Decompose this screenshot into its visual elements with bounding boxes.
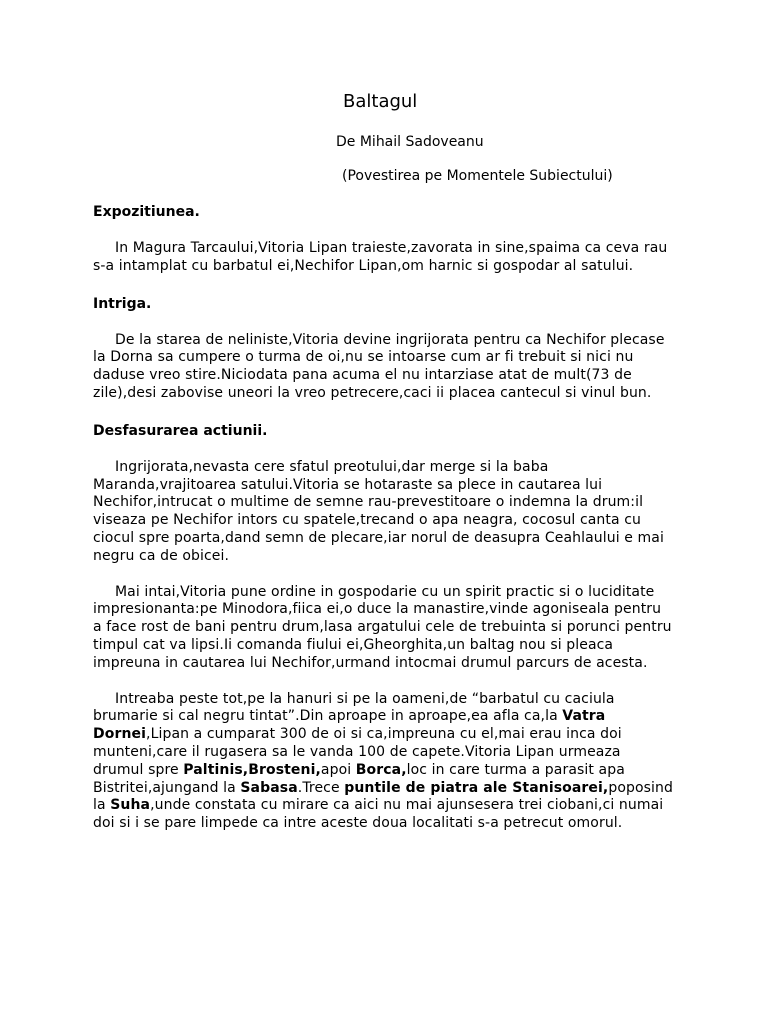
bold-place-paltinis-brosteni: Paltinis,Brosteni, (183, 761, 321, 778)
paragraph-desfasurarea-1: Ingrijorata,nevasta cere sfatul preotului,dar merge si la baba Maranda,vrajitoarea satului.Vitoria se hotaraste sa plece in cautarea lui Nechifor,intrucat o multime de semne rau-prevestitoare o indemna la drum:il viseaza pe Nechifor intors cu spatele,trecand o apa neagra, cocosul canta cu ciocul spre poarta,dand semn de plecare,iar norul de deasupra Ceahlaului e mai negru ca de obicei. (93, 458, 664, 564)
section-heading-expozitiunea: Expozitiunea. (93, 204, 200, 220)
bold-place-vatra-dornei: Vatra Dornei (93, 708, 606, 743)
paragraph-intriga: De la starea de neliniste,Vitoria devine ingrijorata pentru ca Nechifor plecase la Dorna sa cumpere o turma de oi,nu se intoarse cum ar fi trebuit si nici nu daduse vreo stire.Niciodata pana acuma el nu intarziase atat de mult(73 de zile),desi zabovise uneori la vreo petrecere,caci ii placea cantecul si vinul bun. (93, 331, 665, 401)
text-run: apoi (320, 761, 356, 778)
text-run: ,Lipan a cumparat 300 de oi si ca,impreuna cu el,mai erau inca doi munteni,care il rugasera sa le vanda 100 de capete.Vitoria Lipan urmeaza drumul spre (93, 726, 622, 778)
text-run: poposind la (93, 779, 673, 814)
document-subtitle: (Povestirea pe Momentele Subiectului) (342, 168, 613, 184)
paragraph-expozitiunea: In Magura Tarcaului,Vitoria Lipan traieste,zavorata in sine,spaima ca ceva rau s-a intamplat cu barbatul ei,Nechifor Lipan,om harnic si gospodar al satului. (93, 240, 668, 274)
document-page (93, 90, 673, 851)
bold-place-borca: Borca, (355, 761, 407, 778)
paragraph-desfasurarea-2: Mai intai,Vitoria pune ordine in gospodarie cu un spirit practic si o luciditate impresionanta:pe Minodora,fiica ei,o duce la manastire,vinde agoniseala pentru a face rost de bani pentru drum,lasa argatului cele de trebuinta si porunci pentru timpul cat va lipsi.Ii comanda fiului ei,Gheorghita,un baltag nou si pleaca impreuna in cautarea lui Nechifor,urmand intocmai drumul parcurs de acesta. (93, 583, 672, 671)
document-title: Baltagul (343, 91, 418, 112)
bold-place-sabasa: Sabasa (240, 779, 298, 796)
section-heading-intriga: Intriga. (93, 295, 152, 312)
text-run: Intreaba peste tot,pe la hanuri si pe la oameni,de “barbatul cu caciula brumarie si cal negru tintat”.Din aproape in aproape,ea afla ca,la (93, 690, 615, 725)
document-author: De Mihail Sadoveanu (336, 134, 484, 150)
bold-place-stanisoarei: puntile de piatra ale Stanisoarei, (344, 779, 609, 796)
bold-place-suha: Suha (110, 797, 151, 814)
text-run: .Trece (297, 779, 345, 796)
text-run: ,unde constata cu mirare ca aici nu mai ajunsesera trei ciobani,ci numai doi si i se pare limpede ca intre aceste doua localitati s-a petrecut omorul. (93, 797, 664, 832)
text-run: loc in care turma a parasit apa Bistritei,ajungand la (93, 761, 625, 796)
paragraph-desfasurarea-3 (93, 691, 673, 833)
section-heading-desfasurarea: Desfasurarea actiunii. (93, 422, 268, 439)
